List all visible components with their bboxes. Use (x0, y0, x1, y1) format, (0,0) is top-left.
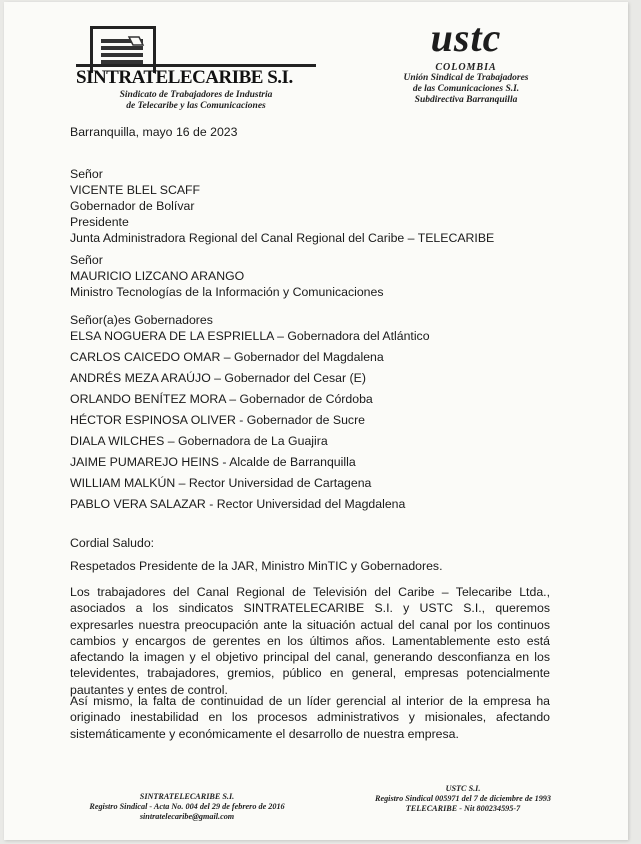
footer-left: SINTRATELECARIBE S.I. Registro Sindical - Acta No. 004 del 29 de febrero de 2016 sintratelecaribe@gmail.com (89, 792, 285, 821)
logo-name: SINTRATELECARIBE S.I. (76, 64, 316, 89)
list-item: ANDRÉS MEZA ARAÚJO – Gobernador del Cesar (E) (70, 371, 366, 385)
footer-right: USTC S.I. Registro Sindical 005971 del 7 de diciembre de 1993 TELECARIBE - Nit 800234595-7 (374, 784, 551, 813)
salutation: Respetados Presidente de la JAR, Ministro MinTIC y Gobernadores. (70, 559, 443, 573)
list-item: DIALA WILCHES – Gobernadora de La Guajira (70, 434, 328, 448)
greeting: Cordial Saludo: (70, 536, 155, 550)
list-item: ELSA NOGUERA DE LA ESPRIELLA – Gobernadora del Atlántico (70, 329, 430, 343)
list-item: ORLANDO BENÍTEZ MORA – Gobernador de Córdoba (70, 392, 373, 406)
tower-bars-icon (99, 35, 145, 65)
list-item: PABLO VERA SALAZAR - Rector Universidad del Magdalena (70, 497, 406, 511)
logo-subtitle: Sindicato de Trabajadores de Industria de Telecaribe y las Comunicaciones (119, 90, 273, 111)
body-paragraph-1: Los trabajadores del Canal Regional de Televisión del Caribe – Telecaribe Ltda., asociados a los sindicatos SINTRATELECARIBE S.I. y USTC S.I., queremos expresarles nuestra preocupación ante la situación actual del canal por los continuos cambios y encargos de gerentes en los últimos años. Lamentablemente esto está afectando la imagen y el objetivo principal del canal, generando desconfianza en los televidentes, trabajadores, gremios, público en general, empresas potencialmente pautantes y entes de control. (70, 585, 550, 697)
governors-heading: Señor(a)es Gobernadores (70, 313, 213, 327)
list-item: WILLIAM MALKÚN – Rector Universidad de Cartagena (70, 476, 372, 490)
list-item: JAIME PUMAREJO HEINS - Alcalde de Barranquilla (70, 455, 356, 469)
ustc-logo (376, 15, 556, 118)
ustc-subtitle: Unión Sindical de Trabajadores de las Comunicaciones S.I. Subdirectiva Barranquilla (403, 73, 529, 105)
body-paragraph-2: Así mismo, la falta de continuidad de un líder gerencial al interior de la empresa ha originado inestabilidad en los procesos administrativos y misionales, afectando sistemáticamente y económicamente el desarrollo de nuestra empresa. (70, 694, 550, 741)
date-line: Barranquilla, mayo 16 de 2023 (70, 125, 238, 139)
sintratelecaribe-logo (76, 22, 316, 112)
recipient-block-1: Señor VICENTE BLEL SCAFF Gobernador de Bolívar Presidente Junta Administradora Regional del Canal Regional del Caribe – TELECARIBE (70, 167, 495, 245)
governors-list (70, 326, 550, 515)
letter-page (4, 2, 628, 840)
list-item: CARLOS CAICEDO OMAR – Gobernador del Magdalena (70, 350, 384, 364)
recipient-block-2: Señor MAURICIO LIZCANO ARANGO Ministro Tecnologías de la Información y Comunicaciones (70, 253, 384, 299)
ustc-country: COLOMBIA (435, 62, 497, 73)
ustc-wordmark: ustc (430, 15, 502, 60)
list-item: HÉCTOR ESPINOSA OLIVER - Gobernador de Sucre (70, 413, 366, 427)
